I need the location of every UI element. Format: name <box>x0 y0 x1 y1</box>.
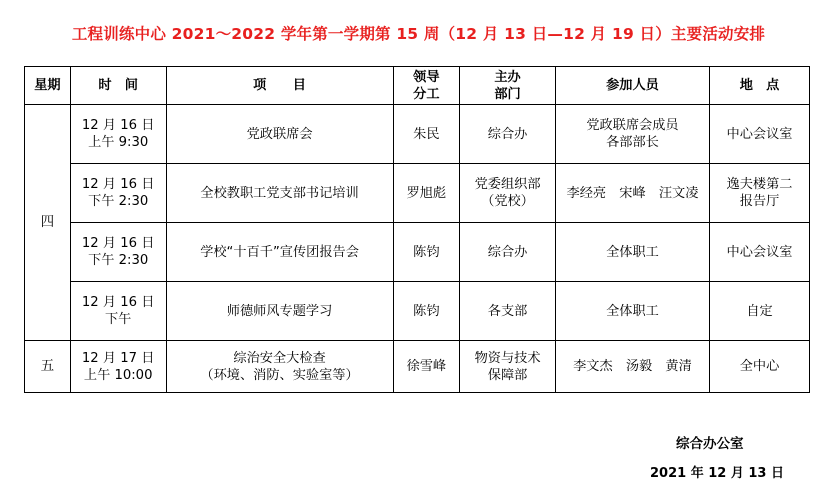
weekday-cell-thursday: 四 <box>25 105 71 341</box>
dept-line2: （党校） <box>481 194 534 209</box>
item-text: 党政联席会 <box>246 126 313 142</box>
dept-line1: 物资与技术 <box>474 350 541 366</box>
header-leader-line1: 领导 <box>413 69 440 85</box>
leader-cell: 陈钧 <box>393 282 460 341</box>
time-cell <box>70 105 166 164</box>
time-date: 12 月 16 日 <box>81 236 155 251</box>
header-time: 时 间 <box>70 67 166 105</box>
item-line2: （环境、消防、实验室等） <box>200 367 359 383</box>
time-cell <box>70 341 166 393</box>
participants-cell <box>555 341 709 393</box>
item-line1: 综治安全大检查 <box>233 350 326 366</box>
time-date: 12 月 16 日 <box>81 118 155 133</box>
participants-line2: 各部部长 <box>606 135 659 150</box>
time-clock: 下午 <box>105 312 132 327</box>
item-text: 师德师风专题学习 <box>226 303 333 319</box>
header-participants: 参加人员 <box>555 67 709 105</box>
item-text: 学校“十百千”宣传团报告会 <box>200 244 359 260</box>
location-text: 中心会议室 <box>726 244 793 260</box>
header-row <box>25 67 810 105</box>
item-cell <box>166 282 393 341</box>
table-row <box>25 105 810 164</box>
time-clock: 下午 2:30 <box>88 253 149 268</box>
location-cell <box>710 282 810 341</box>
table-row <box>25 282 810 341</box>
header-leader-line2: 分工 <box>413 86 440 102</box>
leader-cell: 徐雪峰 <box>393 341 460 393</box>
location-text: 全中心 <box>739 359 780 374</box>
participants-cell <box>555 105 709 164</box>
location-text: 中心会议室 <box>726 126 793 142</box>
item-text: 全校教职工党支部书记培训 <box>200 185 359 201</box>
participants-cell <box>555 282 709 341</box>
dept-cell <box>460 164 556 223</box>
dept-text: 综合办 <box>487 244 528 260</box>
item-cell <box>166 164 393 223</box>
schedule-table <box>24 66 810 393</box>
weekday-cell-friday: 五 <box>25 341 71 393</box>
participants-line1: 党政联席会成员 <box>586 118 679 133</box>
time-date: 12 月 16 日 <box>81 295 155 310</box>
location-cell <box>710 164 810 223</box>
header-weekday: 星期 <box>25 67 71 105</box>
item-cell <box>166 341 393 393</box>
leader-cell: 陈钧 <box>393 223 460 282</box>
table-row <box>25 341 810 393</box>
header-location: 地 点 <box>710 67 810 105</box>
location-text: 自定 <box>746 303 773 319</box>
dept-cell <box>460 282 556 341</box>
location-cell <box>710 223 810 282</box>
table-row <box>25 223 810 282</box>
time-cell <box>70 282 166 341</box>
footer-date: 2021 年 12 月 13 日 <box>650 466 784 481</box>
time-clock: 上午 10:00 <box>83 367 153 383</box>
participants-line1: 全体职工 <box>606 244 659 260</box>
header-leader <box>393 67 460 105</box>
dept-cell <box>460 105 556 164</box>
participants-line1: 李经亮 宋峰 汪文凌 <box>566 185 699 201</box>
item-cell <box>166 223 393 282</box>
time-clock: 下午 2:30 <box>88 194 149 209</box>
document-title: 工程训练中心 2021～2022 学年第一学期第 15 周（12 月 13 日—12 月 19 日）主要活动安排 <box>71 25 766 43</box>
dept-cell <box>460 223 556 282</box>
table-row <box>25 164 810 223</box>
participants-cell <box>555 223 709 282</box>
time-clock: 上午 9:30 <box>88 135 149 150</box>
time-date: 12 月 17 日 <box>81 350 155 366</box>
participants-cell <box>555 164 709 223</box>
location-cell <box>710 341 810 393</box>
leader-cell: 朱民 <box>393 105 460 164</box>
header-item: 项 目 <box>166 67 393 105</box>
item-cell <box>166 105 393 164</box>
dept-text: 各支部 <box>487 303 528 319</box>
dept-line2: 保障部 <box>487 367 528 383</box>
time-cell <box>70 164 166 223</box>
location-line1: 逸夫楼第二 <box>726 177 793 192</box>
time-cell <box>70 223 166 282</box>
location-line2: 报告厅 <box>739 194 780 209</box>
header-dept-line2: 部门 <box>494 86 521 102</box>
header-dept <box>460 67 556 105</box>
dept-cell <box>460 341 556 393</box>
dept-line1: 党委组织部 <box>474 177 541 192</box>
participants-line1: 全体职工 <box>606 303 659 319</box>
dept-text: 综合办 <box>487 126 528 142</box>
participants-line1: 李文杰 汤毅 黄清 <box>573 359 692 374</box>
time-date: 12 月 16 日 <box>81 177 155 192</box>
header-dept-line1: 主办 <box>494 69 521 85</box>
location-cell <box>710 105 810 164</box>
leader-cell: 罗旭彪 <box>393 164 460 223</box>
footer-office: 综合办公室 <box>676 436 744 452</box>
